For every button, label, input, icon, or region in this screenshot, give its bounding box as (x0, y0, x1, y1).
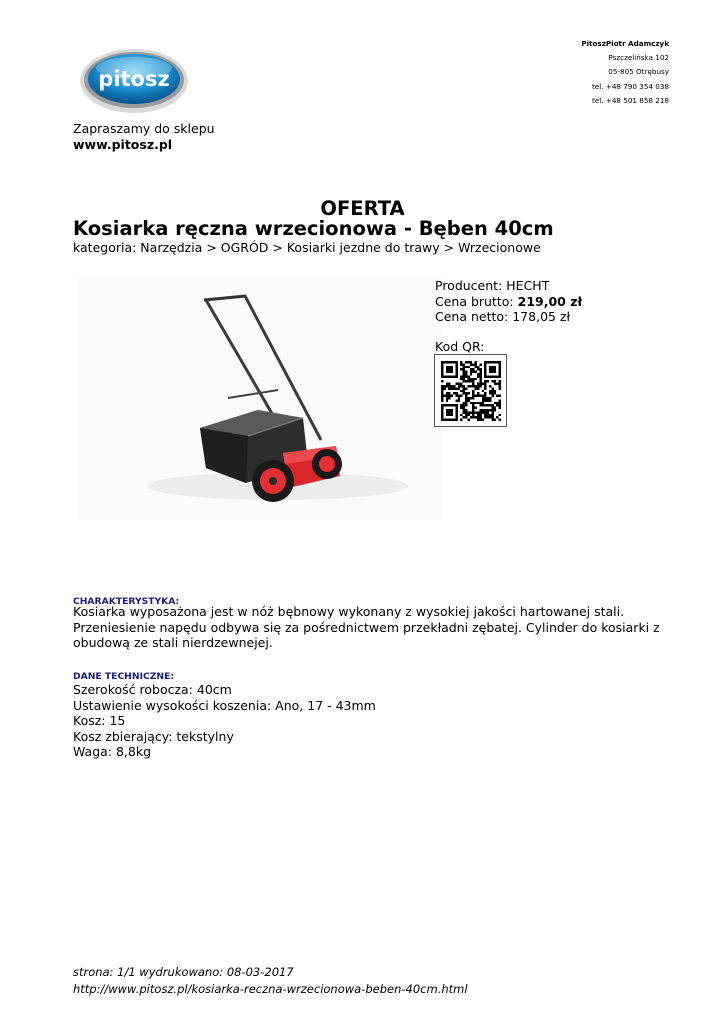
product-title: Kosiarka ręczna wrzecionowa - Bęben 40cm (73, 217, 554, 240)
company-address (581, 37, 669, 108)
producer-value: HECHT (506, 278, 550, 293)
qr-label: Kod QR: (435, 339, 485, 354)
net-price-label: Cena netto: (435, 309, 509, 324)
shop-invite (73, 121, 215, 153)
company-name: PitoszPiotr Adamczyk (581, 39, 669, 48)
svg-text:pitosz: pitosz (98, 67, 170, 91)
product-image (78, 278, 442, 520)
technical-data-title: DANE TECHNICZNE: (73, 671, 175, 682)
producer-row (435, 278, 582, 294)
spec-line: Szerokość robocza: 40cm (73, 682, 232, 697)
page-footer (73, 964, 468, 998)
product-url-link[interactable]: http://www.pitosz.pl/kosiarka-reczna-wrzecionowa-beben-40cm.html (73, 982, 468, 996)
shop-url-link[interactable]: www.pitosz.pl (73, 137, 173, 152)
spec-line: Kosz zbierający: tekstylny (73, 728, 234, 744)
producer-label: Producent: (435, 278, 503, 293)
net-price-row (435, 309, 582, 325)
company-phone-1: tel. +48 790 354 038 (592, 81, 669, 91)
spec-line: Waga: 8,8kg (73, 744, 152, 759)
offer-heading: OFERTA (320, 197, 405, 220)
qr-code (434, 354, 507, 427)
product-info (435, 278, 582, 325)
spec-line: Ustawienie wysokości koszenia: Ano, 17 - 43mm (73, 697, 376, 713)
gross-price-label: Cena brutto: (435, 293, 514, 309)
characteristics-text: Kosiarka wyposażona jest w nóż bębnowy wykonany z wysokiej jakości hartowanej stali. Przeniesienie napędu odbywa się za pośrednictwem przekładni zębatej. Cylinder do kosiarki z obudową ze stali nierdzewnejej. (73, 604, 660, 650)
company-city: 05-805 Otrębusy (608, 67, 669, 77)
category-breadcrumb: kategoria: Narzędzia > OGRÓD > Kosiarki jezdne do trawy > Wrzecionowe (73, 240, 541, 255)
gross-price-value: 219,00 zł (517, 293, 583, 309)
pitosz-logo (78, 48, 190, 114)
technical-data-list (73, 682, 376, 760)
invite-text: Zapraszamy do sklepu (73, 121, 215, 136)
company-phone-2: tel. +48 501 858 218 (592, 95, 669, 105)
characteristics-title: CHARAKTERYSTYKA: (73, 596, 180, 607)
print-info: strona: 1/1 wydrukowano: 08-03-2017 (73, 965, 294, 979)
net-price-value: 178,05 zł (512, 309, 571, 324)
spec-line: Kosz: 15 (73, 713, 126, 728)
gross-price-row (435, 294, 582, 310)
company-street: Pszczelińska 102 (608, 53, 669, 63)
